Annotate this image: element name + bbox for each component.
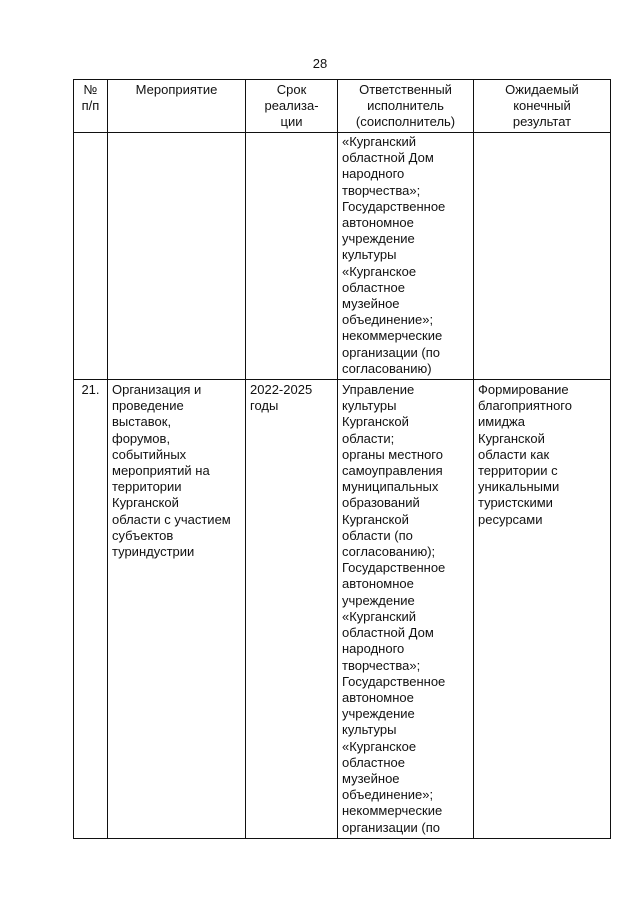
table-header-row (74, 80, 611, 133)
cell-result (474, 133, 611, 380)
cell-num: 21. (74, 380, 108, 839)
header-term: Срок реализа- ции (246, 80, 338, 133)
table-row-21 (74, 380, 611, 839)
cell-responsible: «Курганский областной Дом народного творчества»; Государственное автономное учреждение культуры «Курганское областное музейное объединение»; некоммерческие организации (по согласованию) (338, 133, 474, 380)
cell-result: Формирование благоприятного имиджа Курганской области как территории с уникальными туристскими ресурсами (474, 380, 611, 839)
cell-term (246, 133, 338, 380)
cell-responsible: Управление культуры Курганской области; органы местного самоуправления муниципальных образований Курганской области (по согласованию); Государственное автономное учреждение «Курганский областной Дом народного творчества»; Государственное автономное учреждение культуры «Курганское областное музейное объединение»; некоммерческие организации (по (338, 380, 474, 839)
header-result: Ожидаемый конечный результат (474, 80, 611, 133)
page-number: 28 (312, 56, 328, 71)
cell-term: 2022-2025 годы (246, 380, 338, 839)
cell-activity (108, 133, 246, 380)
header-num: № п/п (74, 80, 108, 133)
measures-table (73, 79, 611, 839)
header-responsible: Ответственный исполнитель (соисполнитель) (338, 80, 474, 133)
cell-num (74, 133, 108, 380)
header-activity: Мероприятие (108, 80, 246, 133)
table-row-continued (74, 133, 611, 380)
cell-activity: Организация и проведение выставок, форумов, событийных мероприятий на территории Курганской области с участием субъектов туриндустрии (108, 380, 246, 839)
